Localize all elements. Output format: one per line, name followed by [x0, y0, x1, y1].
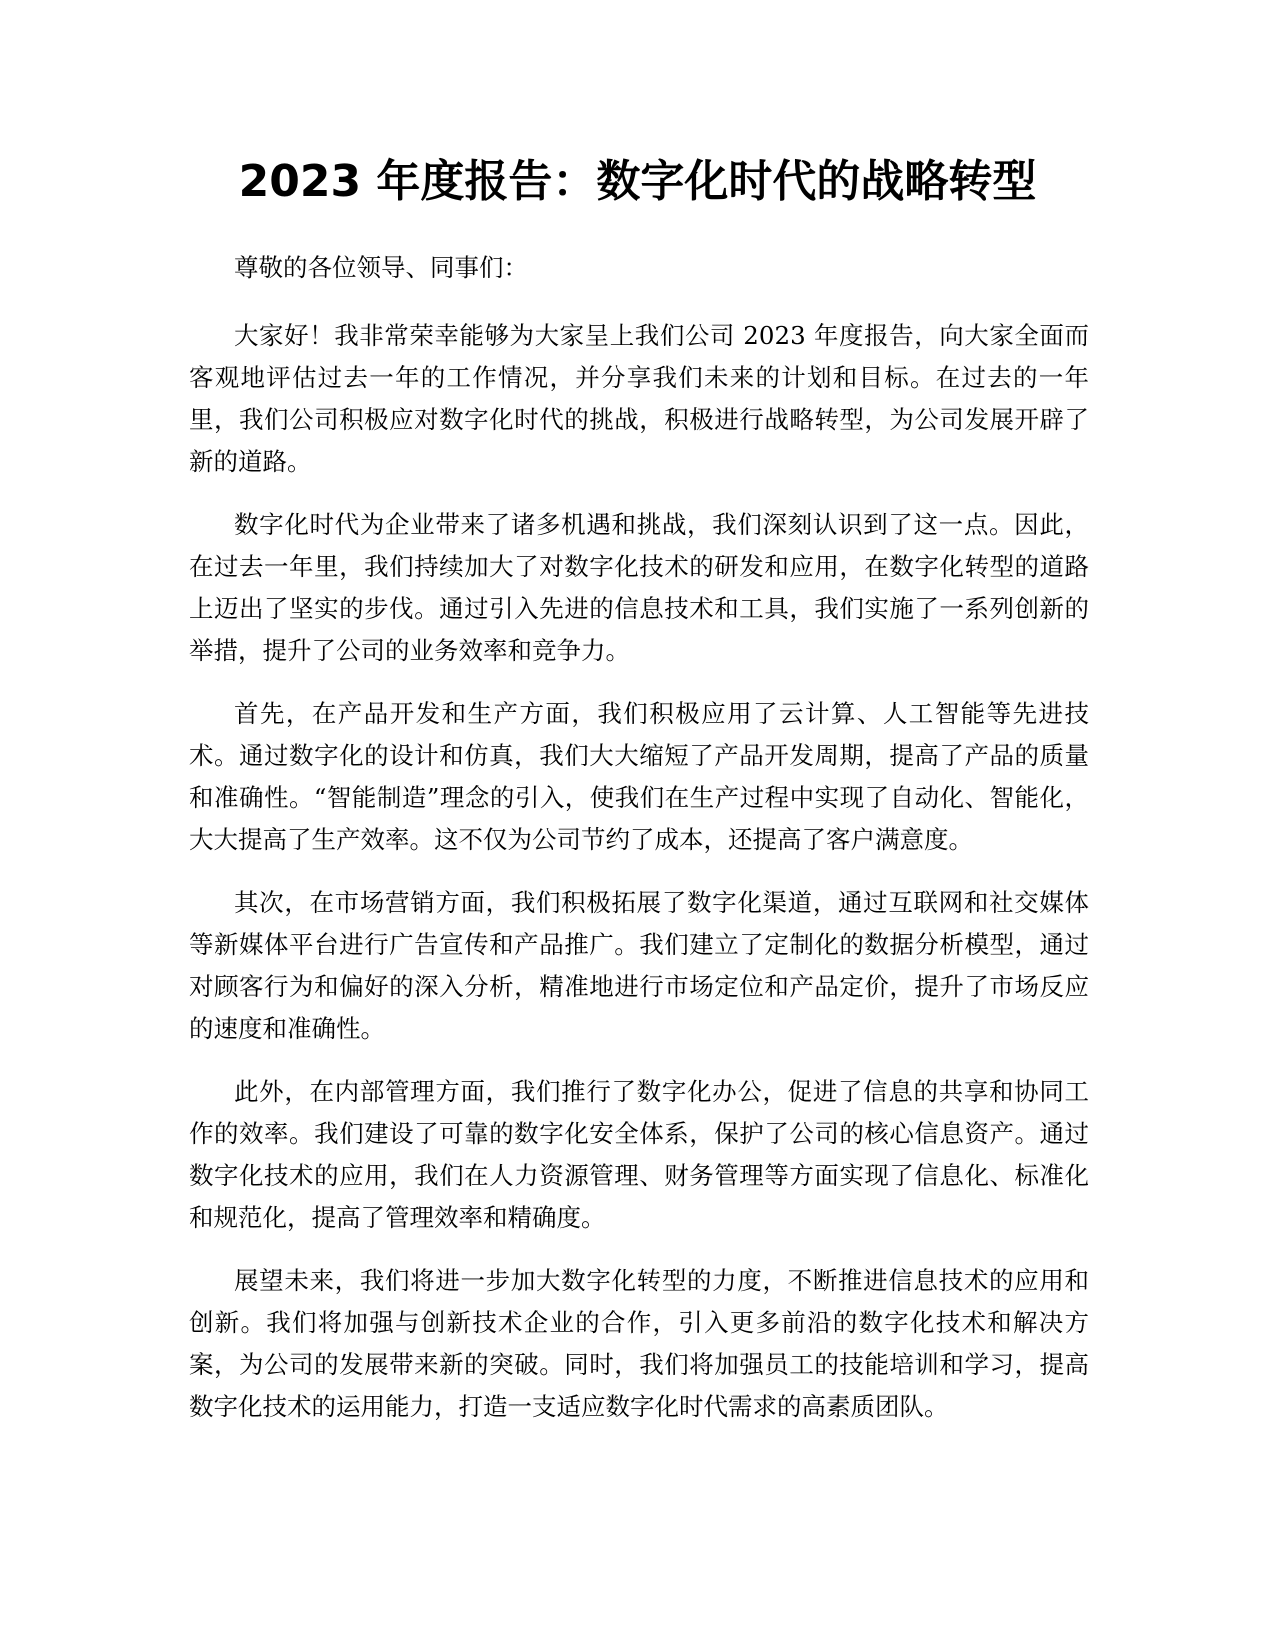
- paragraph-product-development: 首先，在产品开发和生产方面，我们积极应用了云计算、人工智能等先进技术。通过数字化的设计和仿真，我们大大缩短了产品开发周期，提高了产品的质量和准确性。“智能制造”理念的引入，使我们在生产过程中实现了自动化、智能化，大大提高了生产效率。这不仅为公司节约了成本，还提高了客户满意度。: [189, 699, 1089, 854]
- greeting: 尊敬的各位领导、同事们：: [234, 253, 528, 282]
- document-title: 2023 年度报告：数字化时代的战略转型: [238, 156, 1037, 207]
- document-body: [189, 247, 1089, 1449]
- paragraph-outlook: 展望未来，我们将进一步加大数字化转型的力度，不断推进信息技术的应用和创新。我们将加强与创新技术企业的合作，引入更多前沿的数字化技术和解决方案，为公司的发展带来新的突破。同时，我们将加强员工的技能培训和学习，提高数字化技术的运用能力，打造一支适应数字化时代需求的高素质团队。: [189, 1266, 1089, 1421]
- paragraph-digital-era: 数字化时代为企业带来了诸多机遇和挑战，我们深刻认识到了这一点。因此，在过去一年里，我们持续加大了对数字化技术的研发和应用，在数字化转型的道路上迈出了坚实的步伐。通过引入先进的信息技术和工具，我们实施了一系列创新的举措，提升了公司的业务效率和竞争力。: [189, 510, 1089, 665]
- paragraph-intro: 大家好！我非常荣幸能够为大家呈上我们公司 2023 年度报告，向大家全面而客观地评估过去一年的工作情况，并分享我们未来的计划和目标。在过去的一年里，我们公司积极应对数字化时代的挑战，积极进行战略转型，为公司发展开辟了新的道路。: [189, 321, 1089, 476]
- paragraph-marketing: 其次，在市场营销方面，我们积极拓展了数字化渠道，通过互联网和社交媒体等新媒体平台进行广告宣传和产品推广。我们建立了定制化的数据分析模型，通过对顾客行为和偏好的深入分析，精准地进行市场定位和产品定价，提升了市场反应的速度和准确性。: [189, 888, 1089, 1043]
- paragraph-internal-management: 此外，在内部管理方面，我们推行了数字化办公，促进了信息的共享和协同工作的效率。我们建设了可靠的数字化安全体系，保护了公司的核心信息资产。通过数字化技术的应用，我们在人力资源管理、财务管理等方面实现了信息化、标准化和规范化，提高了管理效率和精确度。: [189, 1077, 1089, 1232]
